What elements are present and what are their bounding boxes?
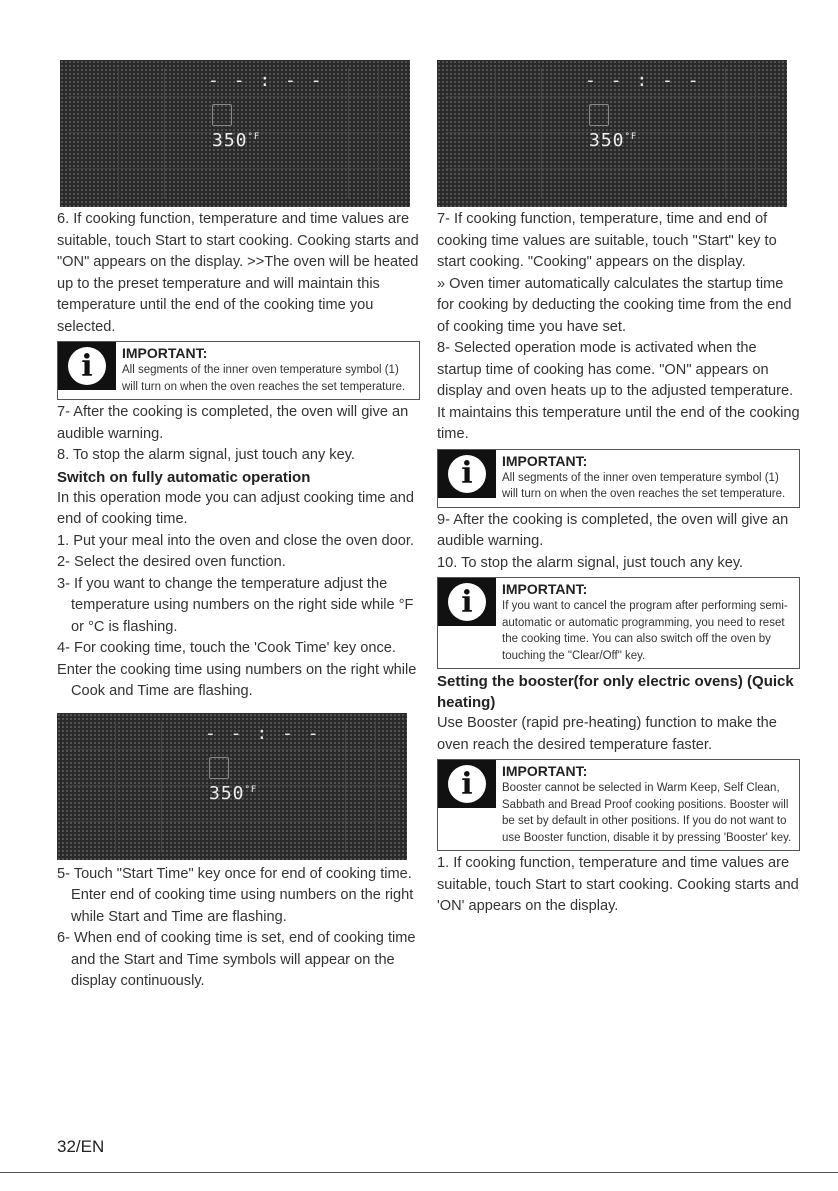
auto-step-1: 1. Put your meal into the oven and close the oven door. (57, 532, 414, 549)
oven-symbol-icon (209, 757, 229, 779)
important-text: Booster cannot be selected in Warm Keep, Self Clean, Sabbath and Bread Proof cooking positions. Booster will be set by default in other positions. If you do not want to use Booster function, disable it by pressing 'Booster' key. (502, 782, 792, 844)
important-box-3 (437, 577, 800, 669)
auto-step-6: 6- When end of cooking time is set, end of cooking time and the Start and Time symbols will appear on the display continuously. (57, 930, 416, 989)
important-title: IMPORTANT: (502, 581, 588, 597)
booster-intro: Use Booster (rapid pre-heating) function to make the oven reach the desired temperature faster. (437, 715, 777, 753)
step-9-text: 9- After the cooking is completed, the oven will give an audible warning. (437, 511, 789, 549)
info-icon: i (438, 450, 496, 498)
page-number: 32/EN (57, 1137, 105, 1156)
important-text: All segments of the inner oven temperature symbol (1) will turn on when the oven reaches the set temperature. (122, 364, 406, 393)
oven-symbol-icon (212, 104, 232, 126)
important-title: IMPORTANT: (502, 763, 588, 779)
info-icon: i (438, 578, 496, 626)
step-6-text: 6. If cooking function, temperature and time values are suitable, touch Start to start cooking. Cooking starts and "ON" appears on the display. >>The oven will be heated up to the preset temperature and will maintain this temperature until the end of the cooking time you selected. (57, 211, 419, 335)
auto-step-4: 4- For cooking time, touch the 'Cook Time' key once. (57, 640, 396, 656)
step-7-text: 7- After the cooking is completed, the oven will give an audible warning. (57, 404, 409, 442)
display-time: - - : - - (208, 70, 324, 91)
important-box-1 (57, 341, 420, 400)
step-8-activation-text: 8- Selected operation mode is activated when the startup time of cooking has come. "ON" appears on display and oven heats up to the adjusted temperature. It maintains this temperature until the end of the cooking time. (437, 340, 800, 442)
auto-step-5: 5- Touch "Start Time" key once for end of cooking time. Enter end of cooking time using numbers on the right while Start and Time are flashing. (57, 865, 414, 925)
important-title: IMPORTANT: (502, 452, 588, 469)
auto-step-2: 2- Select the desired oven function. (57, 554, 286, 570)
step-10-text: 10. To stop the alarm signal, just touch any key. (437, 554, 744, 571)
important-box-4 (437, 759, 800, 851)
important-title: IMPORTANT: (122, 345, 208, 361)
info-icon: i (58, 342, 116, 390)
control-panel-image-2 (57, 713, 407, 860)
control-panel-image (60, 60, 410, 207)
section-heading-automatic: Switch on fully automatic operation (57, 468, 311, 486)
timer-note: » Oven timer automatically calculates the startup time for cooking by deducting the cooking time from the end of cooking time you have set. (437, 275, 792, 335)
step-8-text: 8. To stop the alarm signal, just touch any key. (57, 447, 355, 463)
right-column (437, 60, 800, 918)
step-7-start-text: 7- If cooking function, temperature, time and end of cooking time values are suitable, touch "Start" key to start cooking. "Cooking" appears on the display. (437, 211, 777, 270)
info-icon: i (438, 760, 496, 808)
left-column (57, 60, 420, 993)
display-temperature: $350^{^\circ F}$ (209, 782, 258, 804)
auto-step-3: 3- If you want to change the temperature adjust the temperature using numbers on the right side while °F or °C is flashing. (57, 575, 414, 635)
display-time: - - : - - (585, 70, 701, 91)
control-panel-image-3 (437, 60, 787, 207)
booster-step-1: 1. If cooking function, temperature and time values are suitable, touch Start to start cooking. Cooking starts and 'ON' appears on the display. (437, 855, 799, 914)
auto-step-4b: Enter the cooking time using numbers on the right while Cook and Time are flashing. (57, 661, 417, 699)
display-time: - - : - - (205, 722, 321, 744)
display-temperature: $350^{^\circ F}$ (589, 130, 638, 151)
oven-symbol-icon (589, 104, 609, 126)
important-text: All segments of the inner oven temperature symbol (1) will turn on when the oven reaches the set temperature. (502, 471, 786, 500)
section-heading-booster: Setting the booster(for only electric ovens) (Quick heating) (437, 673, 794, 711)
important-box-2 (437, 449, 800, 508)
footer-divider (0, 1172, 838, 1173)
display-temperature: $350^{^\circ F}$ (212, 130, 261, 151)
intro-text: In this operation mode you can adjust cooking time and end of cooking time. (57, 489, 414, 527)
important-text: If you want to cancel the program after performing semi-automatic or automatic programming, you need to reset the cooking time. You can also switch off the oven by touching the "Clear/Off" key. (502, 600, 788, 662)
